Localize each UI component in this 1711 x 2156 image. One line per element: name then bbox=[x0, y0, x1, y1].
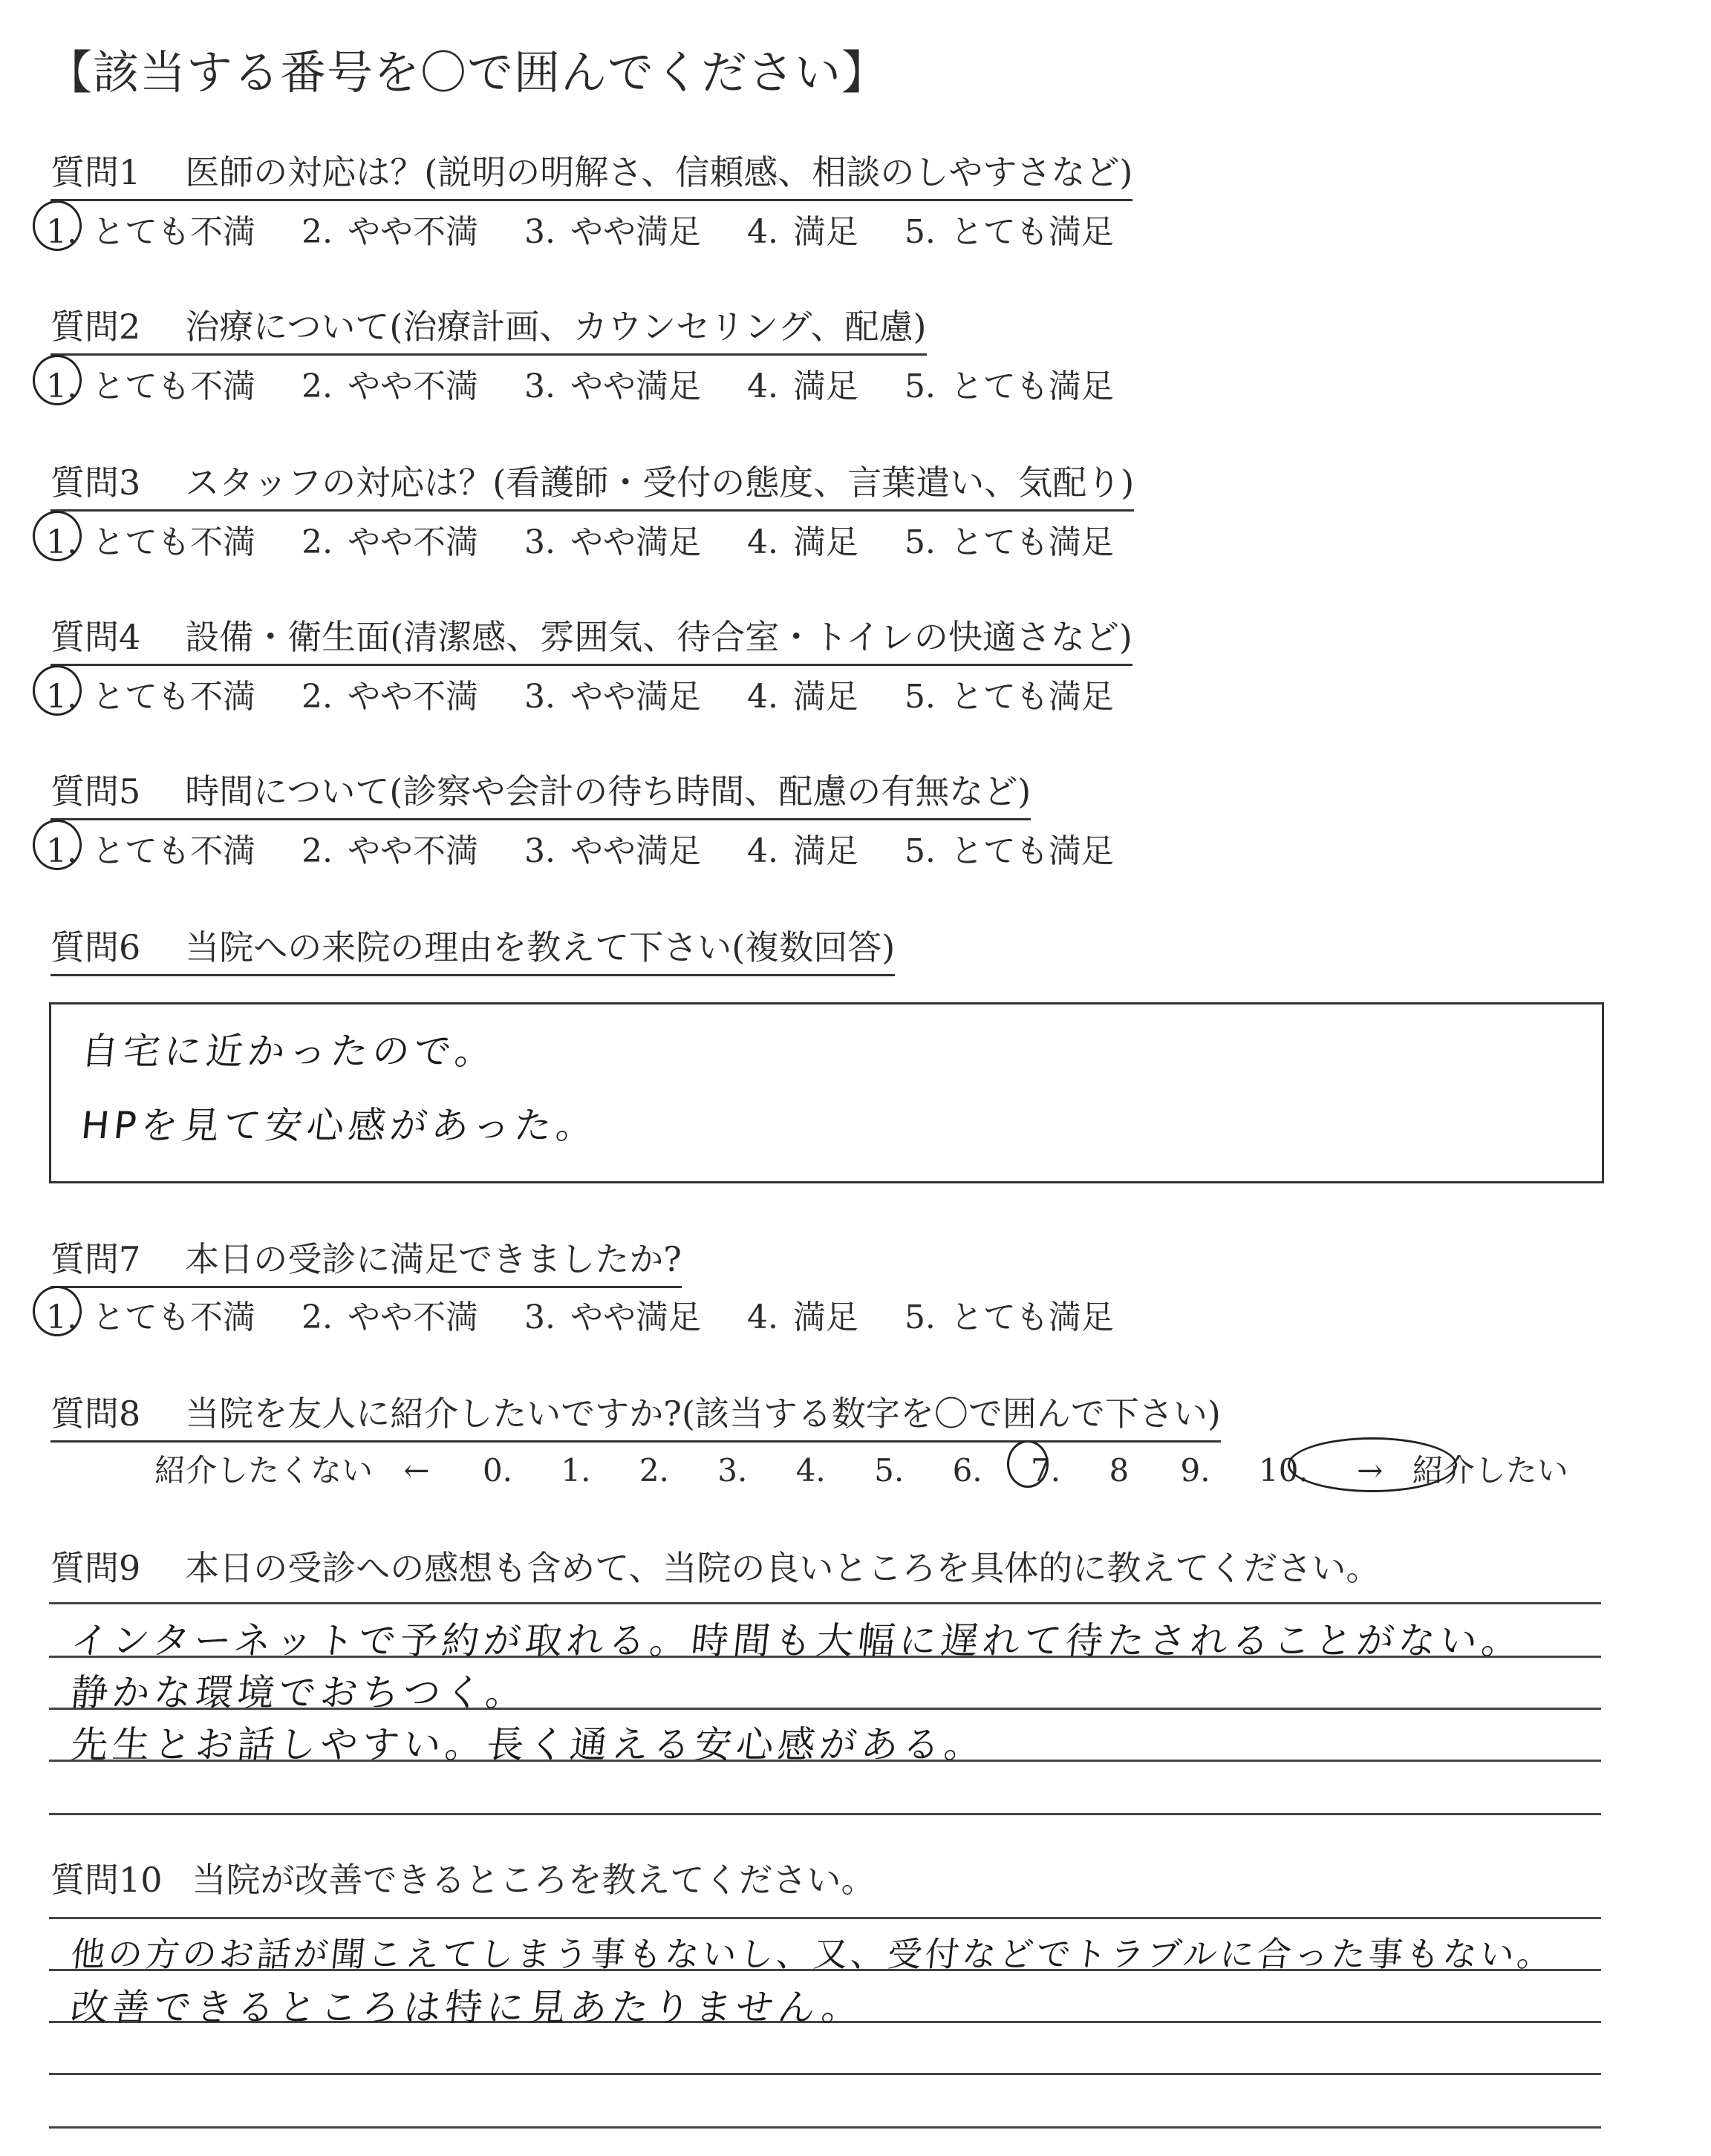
answer-line bbox=[49, 2073, 1601, 2075]
question-1-options bbox=[46, 205, 1150, 252]
question-number: 質問2 bbox=[50, 307, 141, 347]
question-text: 医師の対応は？(説明の明解さ、信頼感、相談のしやすさなど) bbox=[185, 152, 1133, 192]
option-2[interactable]: 2. やや不満 bbox=[301, 1298, 478, 1336]
option-5[interactable]: 5. とても満足 bbox=[904, 213, 1114, 251]
option-5[interactable]: 5. とても満足 bbox=[904, 678, 1114, 716]
handwritten-answer-line: インターネットで予約が取れる。時間も大幅に遅れて待たされることがない。 bbox=[68, 1619, 1526, 1662]
question-number: 質問3 bbox=[50, 463, 141, 503]
selected-answer-circle bbox=[33, 820, 82, 870]
question-text: 時間について(診察や会計の待ち時間、配慮の有無など) bbox=[185, 771, 1032, 811]
selected-score-circle bbox=[1007, 1440, 1049, 1488]
answer-line bbox=[49, 1813, 1601, 1815]
selected-answer-circle bbox=[33, 355, 82, 405]
selected-answer-circle bbox=[33, 665, 82, 716]
question-7-heading bbox=[50, 1232, 682, 1288]
option-4[interactable]: 4. 満足 bbox=[746, 1298, 858, 1336]
option-4[interactable]: 4. 満足 bbox=[746, 368, 858, 405]
question-5-options bbox=[46, 824, 1150, 872]
question-1-heading bbox=[50, 146, 1132, 201]
handwritten-answer-line: 静かな環境でおちつく。 bbox=[68, 1671, 530, 1714]
question-text: 当院への来院の理由を教えて下さい(複数回答) bbox=[185, 927, 896, 967]
option-2[interactable]: 2. やや不満 bbox=[301, 368, 478, 405]
arrow-right-icon: → bbox=[1357, 1452, 1384, 1489]
question-10-heading bbox=[50, 1853, 876, 1902]
question-text: スタッフの対応は？(看護師・受付の態度、言葉遣い、気配り) bbox=[185, 463, 1135, 503]
question-9-heading bbox=[50, 1541, 1380, 1590]
option-1[interactable]: 1. とても不満 bbox=[46, 832, 255, 870]
question-2-heading bbox=[50, 300, 927, 356]
option-3[interactable]: 3. やや満足 bbox=[524, 523, 701, 561]
option-5[interactable]: 5. とても満足 bbox=[904, 523, 1114, 561]
question-number: 質問9 bbox=[50, 1548, 141, 1588]
page-title: 【該当する番号を〇で囲んでください】 bbox=[46, 45, 889, 99]
option-1[interactable]: 1. とても不満 bbox=[46, 213, 255, 251]
question-4-heading bbox=[50, 610, 1132, 666]
scale-value[interactable]: 5. bbox=[874, 1452, 905, 1489]
option-1[interactable]: 1. とても不満 bbox=[46, 523, 255, 561]
question-5-heading bbox=[50, 765, 1031, 820]
option-3[interactable]: 3. やや満足 bbox=[524, 678, 701, 716]
question-3-options bbox=[46, 515, 1150, 563]
option-2[interactable]: 2. やや不満 bbox=[301, 678, 478, 716]
question-number: 質問1 bbox=[50, 152, 141, 192]
option-3[interactable]: 3. やや満足 bbox=[524, 832, 701, 870]
question-text: 当院を友人に紹介したいですか?(該当する数字を〇で囲んで下さい) bbox=[185, 1394, 1221, 1434]
scale-value[interactable]: 1. bbox=[561, 1452, 591, 1489]
option-1[interactable]: 1. とても不満 bbox=[46, 678, 255, 716]
option-4[interactable]: 4. 満足 bbox=[746, 213, 858, 251]
option-3[interactable]: 3. やや満足 bbox=[524, 213, 701, 251]
handwritten-answer-line: 改善できるところは特に見あたりません。 bbox=[68, 1986, 866, 2029]
question-text: 設備・衛生面(清潔感、雰囲気、待合室・トイレの快適さなど) bbox=[185, 617, 1132, 657]
handwritten-answer-line: HPを見て安心感があった。 bbox=[79, 1104, 600, 1147]
scale-value[interactable]: 3. bbox=[717, 1452, 748, 1489]
scale-value[interactable]: 2. bbox=[639, 1452, 669, 1489]
question-number: 質問4 bbox=[50, 617, 141, 657]
answer-line bbox=[49, 1602, 1601, 1604]
scale-value[interactable]: 9. bbox=[1180, 1452, 1210, 1489]
option-5[interactable]: 5. とても満足 bbox=[904, 1298, 1114, 1336]
question-8-heading bbox=[50, 1387, 1221, 1443]
scale-value[interactable]: 4. bbox=[795, 1452, 826, 1489]
option-1[interactable]: 1. とても不満 bbox=[46, 368, 255, 405]
scale-value[interactable]: 10. bbox=[1258, 1452, 1308, 1489]
selected-label-circle bbox=[1288, 1437, 1457, 1492]
handwritten-answer-line: 先生とお話しやすい。長く通える安心感がある。 bbox=[68, 1723, 988, 1766]
question-text: 当院が改善できるところを教えてください。 bbox=[192, 1860, 876, 1900]
question-text: 治療について(治療計画、カウンセリング、配慮) bbox=[185, 307, 927, 347]
option-3[interactable]: 3. やや満足 bbox=[524, 368, 701, 405]
scale-value[interactable]: 7. bbox=[1031, 1452, 1061, 1489]
question-number: 質問7 bbox=[50, 1239, 141, 1279]
question-text: 本日の受診への感想も含めて、当院の良いところを具体的に教えてください。 bbox=[185, 1548, 1381, 1588]
scale-value-selected[interactable]: 8 bbox=[1109, 1452, 1130, 1489]
question-number: 質問8 bbox=[50, 1394, 141, 1434]
handwritten-answer-line: 他の方のお話が聞こえてしまう事もないし、又、受付などでトラブルに合った事もない。 bbox=[68, 1934, 1557, 1974]
question-3-heading bbox=[50, 456, 1134, 512]
scale-right-label[interactable]: 紹介したい bbox=[1412, 1452, 1568, 1489]
question-4-options bbox=[46, 670, 1150, 717]
question-7-options bbox=[46, 1290, 1150, 1338]
scale-value[interactable]: 0. bbox=[482, 1452, 513, 1489]
option-2[interactable]: 2. やや不満 bbox=[301, 213, 478, 251]
option-5[interactable]: 5. とても満足 bbox=[904, 832, 1114, 870]
option-4[interactable]: 4. 満足 bbox=[746, 523, 858, 561]
question-number: 質問10 bbox=[50, 1860, 163, 1900]
selected-answer-circle bbox=[33, 1286, 82, 1336]
question-6-heading bbox=[50, 921, 895, 976]
selected-answer-circle bbox=[33, 200, 82, 251]
option-4[interactable]: 4. 満足 bbox=[746, 678, 858, 716]
option-2[interactable]: 2. やや不満 bbox=[301, 523, 478, 561]
question-2-options bbox=[46, 359, 1150, 407]
arrow-left-icon: ← bbox=[403, 1452, 430, 1489]
option-4[interactable]: 4. 満足 bbox=[746, 832, 858, 870]
option-1[interactable]: 1. とても不満 bbox=[46, 1298, 255, 1336]
question-text: 本日の受診に満足できましたか? bbox=[185, 1239, 682, 1279]
option-2[interactable]: 2. やや不満 bbox=[301, 832, 478, 870]
selected-answer-circle bbox=[33, 511, 82, 561]
scale-left-label: 紹介したくない bbox=[154, 1452, 374, 1489]
scale-value[interactable]: 6. bbox=[952, 1452, 982, 1489]
question-number: 質問6 bbox=[50, 927, 141, 967]
answer-line bbox=[49, 2126, 1601, 2129]
handwritten-answer-line: 自宅に近かったので。 bbox=[79, 1030, 499, 1073]
question-number: 質問5 bbox=[50, 771, 141, 811]
answer-line bbox=[49, 1917, 1601, 1919]
option-3[interactable]: 3. やや満足 bbox=[524, 1298, 701, 1336]
option-5[interactable]: 5. とても満足 bbox=[904, 368, 1114, 405]
